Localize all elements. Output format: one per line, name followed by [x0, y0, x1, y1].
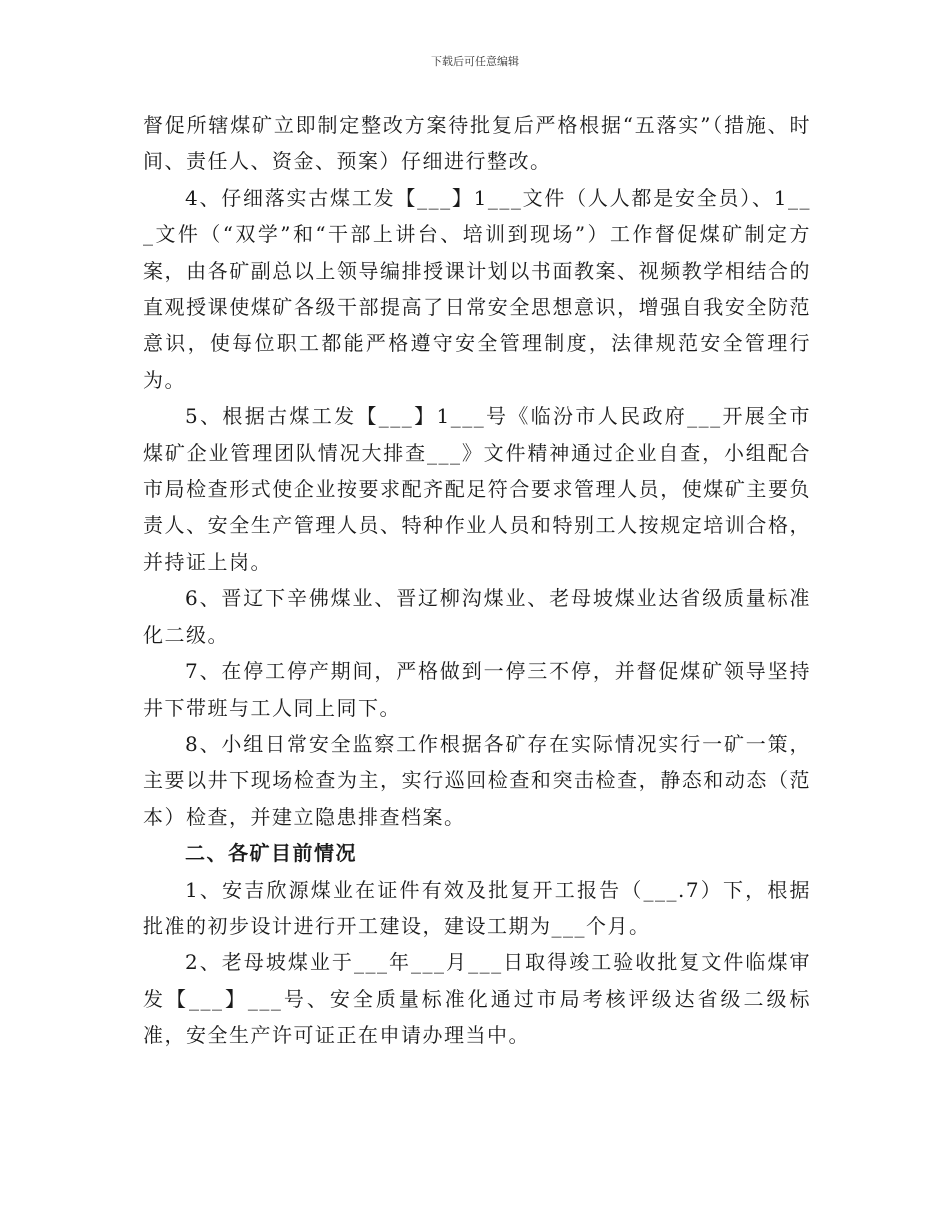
paragraph-mine-1: 1、安吉欣源煤业在证件有效及批复开工报告（___.7）下，根据批准的初步设计进行开工建设，建设工期为___个月。	[143, 877, 811, 938]
paragraph-mine-2: 2、老母坡煤业于___年___月___日取得竣工验收批复文件临煤审发【___】___号、安全质量标准化通过市局考核评级达省级二级标准，安全生产许可证正在申请办理当中。	[143, 950, 811, 1048]
document-body	[143, 107, 811, 1054]
page-header: 下载后可任意编辑	[431, 55, 519, 68]
paragraph-item-7: 7、在停工停产期间，严格做到一停三不停，并督促煤矿领导坚持井下带班与工人同上同下。	[143, 659, 811, 720]
paragraph-item-5: 5、根据古煤工发【___】1___号《临汾市人民政府___开展全市煤矿企业管理团队情况大排查___》文件精神通过企业自查，小组配合市局检查形式使企业按要求配齐配足符合要求管理人员，使煤矿主要负责人、安全生产管理人员、特种作业人员和特别工人按规定培训合格，并持证上岗。	[143, 404, 811, 574]
paragraph-continuation: 督促所辖煤矿立即制定整改方案待批复后严格根据“五落实”（措施、时间、责任人、资金、预案）仔细进行整改。	[143, 113, 811, 174]
paragraph-item-8: 8、小组日常安全监察工作根据各矿存在实际情况实行一矿一策，主要以井下现场检查为主，实行巡回检查和突击检查，静态和动态（范本）检查，并建立隐患排查档案。	[143, 731, 811, 829]
paragraph-item-6: 6、晋辽下辛佛煤业、晋辽柳沟煤业、老母坡煤业达省级质量标准化二级。	[143, 586, 811, 647]
paragraph-item-4: 4、仔细落实古煤工发【___】1___文件（人人都是安全员）、1___文件（“双学”和“干部上讲台、培训到现场”）工作督促煤矿制定方案，由各矿副总以上领导编排授课计划以书面教案、视频教学相结合的直观授课使煤矿各级干部提高了日常安全思想意识，增强自我安全防范意识，使每位职工都能严格遵守安全管理制度，法律规范安全管理行为。	[143, 185, 811, 392]
section-heading: 二、各矿目前情况	[185, 841, 357, 866]
